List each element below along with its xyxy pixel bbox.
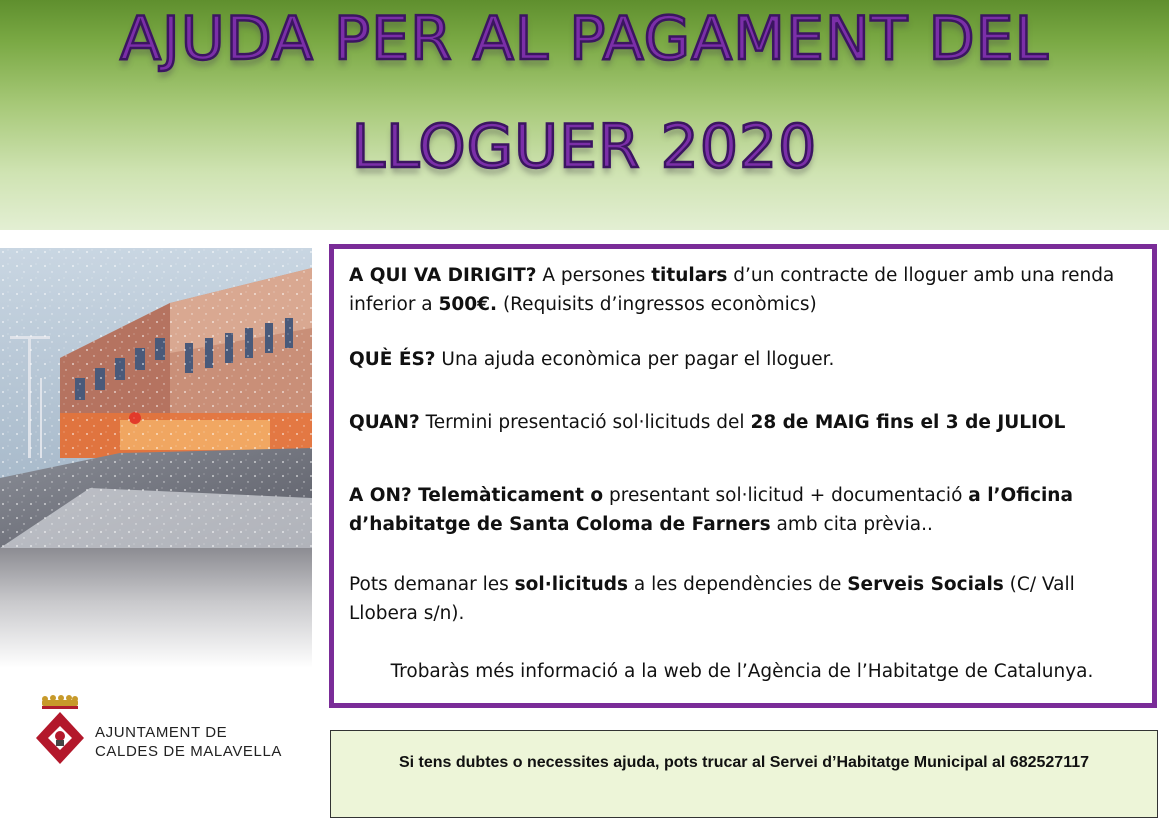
title-line-1: AJUDA PER AL PAGAMENT DEL: [119, 4, 1049, 74]
text: Termini presentació sol·licituds del: [419, 412, 751, 433]
text: amb cita prèvia..: [770, 514, 933, 535]
bold-requests: sol·licituds: [514, 574, 629, 595]
header-banner: [0, 0, 1169, 230]
paragraph-what: [349, 345, 1139, 374]
paragraph-more-info: [342, 657, 1142, 686]
label-where: A ON? Telemàticament o: [349, 485, 604, 506]
text: presentant sol·licitud + documentació: [603, 485, 969, 506]
bold-dates: 28 de MAIG fins el 3 de JULIOL: [750, 412, 1066, 433]
bold-amount: 500€.: [438, 294, 498, 315]
text: Una ajuda econòmica per pagar el lloguer.: [435, 349, 835, 370]
photo-reflection: [0, 548, 312, 668]
text: (C/ Vall Llobera s/n).: [349, 574, 1075, 624]
label-who: A QUI VA DIRIGIT?: [349, 265, 537, 286]
paragraph-request: [349, 570, 1139, 628]
bold-office: a l’Oficina d’habitatge de Santa Coloma de Farners: [349, 485, 1073, 535]
text: (Requisits d’ingressos econòmics): [497, 294, 817, 315]
text: a les dependències de: [628, 574, 848, 595]
coat-of-arms-icon: [12, 690, 92, 778]
paragraph-where: [349, 481, 1139, 539]
logo-text: [95, 723, 282, 761]
bold-social-services: Serveis Socials: [847, 574, 1004, 595]
info-box: [329, 244, 1157, 708]
bold-text: titulars: [651, 265, 728, 286]
text: Pots demanar les: [349, 574, 515, 595]
label-what: QUÈ ÉS?: [349, 349, 436, 370]
text: Trobaràs més informació a la web de l’Agència de l’Habitatge de Catalunya.: [390, 661, 1094, 682]
help-box: [330, 730, 1158, 818]
text: d’un contracte de lloguer amb una renda inferior a: [349, 265, 1115, 315]
title-line-2: LLOGUER 2020: [351, 112, 818, 182]
building-photo: [0, 248, 312, 548]
municipal-logo: [12, 690, 310, 778]
logo-line-1: AJUNTAMENT DE: [95, 724, 228, 741]
label-when: QUAN?: [349, 412, 420, 433]
logo-line-2: CALDES DE MALAVELLA: [95, 743, 283, 760]
paragraph-who: [349, 261, 1139, 319]
help-text: Si tens dubtes o necessites ajuda, pots trucar al Servei d’Habitatge Municipal al 682527117: [398, 754, 1090, 771]
text: A persones: [536, 265, 652, 286]
paragraph-when: [349, 408, 1139, 437]
